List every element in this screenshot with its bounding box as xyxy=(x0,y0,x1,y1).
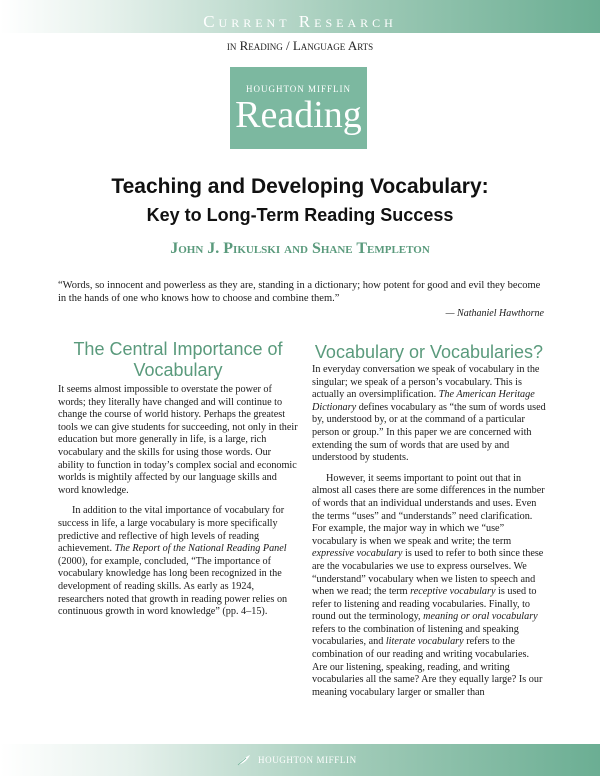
right-p2-text-d: refers to the combination of listening and speaking vocabularies, and xyxy=(312,623,519,648)
term-literate: literate vocabulary xyxy=(385,636,464,648)
authors: John J. Pikulski and Shane Templeton xyxy=(170,240,430,257)
right-paragraph-2 xyxy=(312,473,546,700)
epigraph-attribution: — Nathaniel Hawthorne xyxy=(445,308,544,319)
right-column xyxy=(312,364,546,699)
left-p2-text-a: In addition to the vital importance of vocabulary for success in life, a large vocabulary is more specifically predictive and reflective of high levels of reading achievement. xyxy=(58,505,285,555)
left-paragraph-1: It seems almost impossible to overstate the power of words; they literally have changed and will continue to change the course of world history. Perhaps the greatest tools we can give students for succeeding, not only in their education but more generally in life, is a large, rich vocabulary and the skills for using those words. Our ability to function in today’s complex social and economic worlds is mightily affected by our language skills and word knowledge. xyxy=(58,384,298,496)
leaf-icon xyxy=(236,753,252,767)
left-paragraph-2 xyxy=(58,505,298,618)
right-p2-text-b: is used to refer to both since these are the vocabularies we use to express ourselves. We “understand” vocabulary when we listen to speech and when we read; the term xyxy=(312,548,544,598)
right-paragraph-1 xyxy=(312,364,546,465)
right-p1-text-b: defines vocabulary as “the sum of words used by, understood by, or at the command of a particular person or group.” In this paper we are concerned with extending the sum of words that are used by and understood by students. xyxy=(312,401,546,464)
right-p1-text-a: In everyday conversation we speak of vocabulary in the singular; we speak of a person’s vocabulary. This is actually an oversimplification. xyxy=(312,364,540,401)
term-meaning: meaning or oral vocabulary xyxy=(423,611,538,623)
term-receptive: receptive vocabulary xyxy=(410,586,496,598)
page-title: Teaching and Developing Vocabulary: xyxy=(111,175,489,198)
right-p1-citation: The American Heritage Dictionary xyxy=(312,389,535,413)
left-p2-text-b: (2000), for example, concluded, “The importance of vocabulary knowledge has long been recognized in the development of reading skills. As early as 1924, researchers noted that growth in reading power relies on continuous growth in word knowledge” (pp. 4–15). xyxy=(58,555,288,618)
left-section-heading: The Central Importance of Vocabulary xyxy=(73,339,283,380)
left-column xyxy=(58,384,298,619)
logo-word: Reading xyxy=(235,94,362,136)
page-subtitle: Key to Long-Term Reading Success xyxy=(146,205,454,225)
left-p2-citation: The Report of the National Reading Panel xyxy=(114,543,287,555)
footer-logo xyxy=(236,753,357,767)
right-p2-text-e: refers to the combination of our reading and writing vocabularies. Are our listening, speaking, reading, and writing vocabularies all the same? Are they equally large? Is our meaning vocabulary larger or smaller than xyxy=(312,636,543,698)
right-p2-text-a: However, it seems important to point out that in almost all cases there are some differences in the number of words that an individual understands and uses. Even the terms “uses” and “understands” need clarification. For example, the major way in which we “use” vocabulary is when we speak and write; the term xyxy=(312,472,545,547)
epigraph-quote: “Words, so innocent and powerless as they are, standing in a dictionary; how potent for good and evil they become in the hands of one who knows how to choose and combine them.” xyxy=(58,280,541,304)
reading-logo xyxy=(230,67,367,149)
series-title: Current Research xyxy=(203,12,397,31)
term-expressive: expressive vocabulary xyxy=(312,548,403,560)
right-section-heading: Vocabulary or Vocabularies? xyxy=(314,342,544,362)
logo-brand: HOUGHTON MIFFLIN xyxy=(245,84,352,94)
footer-brand: HOUGHTON MIFFLIN xyxy=(258,755,357,765)
series-subtitle: in Reading / Language Arts xyxy=(226,38,374,53)
right-p2-text-c: is used to refer to listening and reading vocabularies. Finally, to round out the terminology, xyxy=(312,586,537,623)
